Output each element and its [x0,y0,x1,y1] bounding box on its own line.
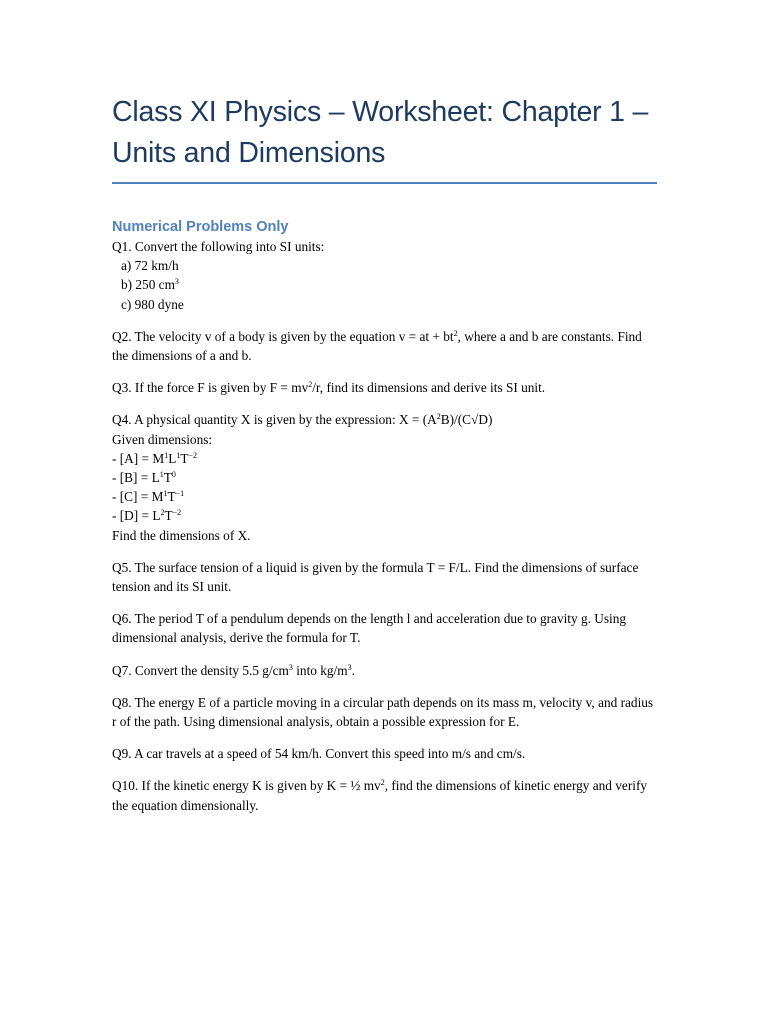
question-1-part-b: b) 250 $cm^3$ [121,277,179,293]
question-4-find: Find the dimensions of X. [112,527,251,543]
question-1-stem: Q1. Convert the following into SI units: [112,239,325,254]
question-4 [112,410,657,544]
question-4-stem: Q4. A physical quantity X is given by the expression: $X = (A^2B)/(C√D)$ [112,412,493,428]
dimension-a: - $[A] = M^1L^1T^{-2}$ [112,450,197,466]
question-1-part-a: a) 72 km/h [121,258,179,274]
question-4-given: Given dimensions: [112,431,213,447]
question-7: Q7. Convert the density 5.5 $g/cm^3$ into $kg/m^3$. [112,662,355,678]
dimension-d: - $[D] = L^2T^{-2}$ [112,508,182,524]
question-2: Q2. The velocity v of a body is given by the equation v = at + $bt^2$, where a and b are constants. Find the dimensions of a and b. [112,328,642,364]
question-6: Q6. The period T of a pendulum depends on the length l and acceleration due to gravity g. Using dimensional analysis, derive the formula for T. [112,611,627,646]
question-10: Q10. If the kinetic energy K is given by K = ½ $mv^2$, find the dimensions of kinetic energy and verify the equation dimensionally. [112,778,648,813]
dimension-b: - $[B] = L^1T^0$ [112,470,176,486]
question-1-part-c: c) 980 dyne [121,296,184,312]
worksheet-page [112,92,657,828]
title-divider [112,182,657,184]
question-8: Q8. The energy E of a particle moving in a circular path depends on its mass m, velocity v, and radius r of the path. Using dimensional analysis, obtain a possible expression for E. [112,694,654,730]
question-9: Q9. A car travels at a speed of 54 km/h. Convert this speed into m/s and cm/s. [112,746,526,762]
question-3: Q3. If the force F is given by $F = mv^2/r$, find its dimensions and derive its SI unit. [112,380,546,396]
page-title: Class XI Physics – Worksheet: Chapter 1 – Units and Dimensions [112,96,649,169]
question-5: Q5. The surface tension of a liquid is given by the formula T = F/L. Find the dimensions of surface tension and its SI unit. [112,559,639,595]
section-heading: Numerical Problems Only [112,219,289,235]
question-1 [112,237,657,314]
questions-list [112,237,657,815]
dimension-c: - $[C] = M^1T^{-1}$ [112,489,185,505]
